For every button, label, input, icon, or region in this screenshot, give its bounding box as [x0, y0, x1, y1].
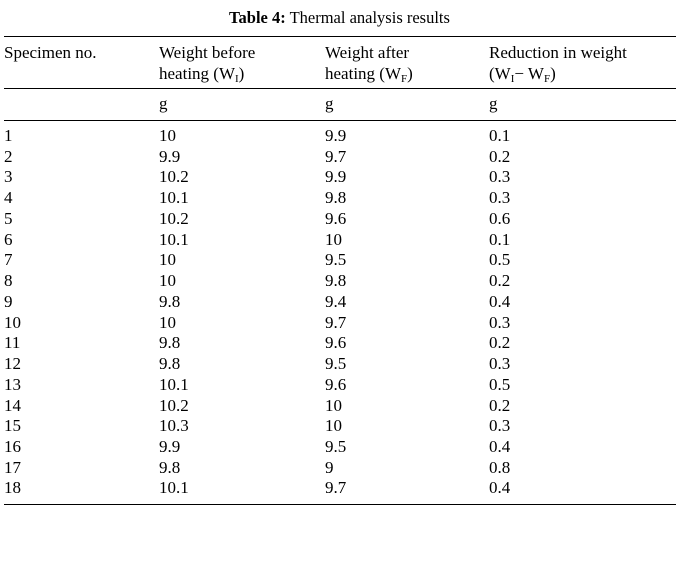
cell-weight-after: 9	[325, 457, 334, 477]
cell-weight-before: 9.8	[159, 457, 181, 477]
column-header-weight-after-line2: heating $(W_F)$	[325, 63, 413, 85]
cell-weight-after: 9.7	[325, 478, 489, 504]
column-header-weight-after: Weight after heating $(W_F)$	[325, 36, 489, 88]
cell-weight-after: 9.5	[325, 354, 347, 374]
cell-specimen-no: 2	[4, 146, 13, 166]
cell-reduction: 0.4	[489, 291, 511, 311]
cell-reduction: 0.3	[489, 312, 511, 332]
cell-weight-before: 10.2	[159, 208, 189, 228]
table-row	[4, 375, 676, 396]
cell-weight-before: 9.8	[159, 291, 181, 311]
cell-reduction: 0.6	[489, 208, 511, 228]
cell-reduction: 0.3	[489, 354, 511, 374]
cell-specimen-no: 8	[4, 271, 13, 291]
cell-weight-before: 9.8	[159, 354, 181, 374]
column-header-reduction: Reduction in weight $(W_I- W_F)$	[489, 36, 676, 88]
cell-reduction: 0.3	[489, 416, 511, 436]
column-header-reduction-line2: $(W_I- W_F)$	[489, 63, 556, 85]
table-row	[4, 354, 676, 375]
cell-weight-before: 10.2	[159, 167, 189, 187]
unit-cell-specimen	[4, 89, 159, 121]
cell-reduction: 0.3	[489, 188, 511, 208]
table-row	[4, 209, 676, 230]
table-header	[4, 36, 676, 120]
cell-reduction: 0.4	[489, 478, 676, 504]
cell-weight-before: 9.8	[159, 333, 181, 353]
cell-reduction: 0.4	[489, 437, 511, 457]
cell-weight-after: 10	[325, 229, 342, 249]
cell-specimen-no: 7	[4, 250, 13, 270]
units-row	[4, 89, 676, 121]
cell-specimen-no: 11	[4, 333, 21, 353]
cell-reduction: 0.2	[489, 271, 511, 291]
cell-specimen-no: 5	[4, 208, 13, 228]
cell-specimen-no: 15	[4, 416, 21, 436]
thermal-analysis-table	[4, 36, 676, 505]
cell-weight-before: 10	[159, 250, 176, 270]
cell-reduction: 0.1	[489, 126, 511, 145]
table-row	[4, 396, 676, 417]
cell-weight-after: 9.5	[325, 250, 347, 270]
cell-reduction: 0.2	[489, 333, 511, 353]
cell-weight-after: 9.8	[325, 271, 347, 291]
table-body	[4, 121, 676, 505]
header-row	[4, 36, 676, 88]
cell-weight-before: 9.9	[159, 437, 181, 457]
caption-text: Thermal analysis results	[289, 8, 450, 27]
table-row	[4, 230, 676, 251]
cell-reduction: 0.8	[489, 457, 511, 477]
unit-cell-weight-after: g	[325, 89, 489, 121]
unit-cell-reduction: g	[489, 89, 676, 121]
table-row	[4, 313, 676, 334]
cell-weight-after: 9.6	[325, 374, 347, 394]
cell-weight-before: 10.1	[159, 188, 189, 208]
cell-weight-before: 10.3	[159, 416, 189, 436]
cell-weight-after: 9.9	[325, 126, 347, 145]
cell-specimen-no: 13	[4, 374, 21, 394]
cell-weight-after: 9.5	[325, 437, 347, 457]
table-row	[4, 121, 676, 147]
cell-reduction: 0.2	[489, 146, 511, 166]
cell-reduction: 0.5	[489, 374, 511, 394]
cell-weight-after: 9.7	[325, 146, 347, 166]
cell-weight-before: 10.1	[159, 374, 189, 394]
cell-weight-before: 10.1	[159, 478, 325, 504]
cell-reduction: 0.2	[489, 395, 511, 415]
cell-weight-before: 9.9	[159, 146, 181, 166]
table-row	[4, 292, 676, 313]
cell-specimen-no: 16	[4, 437, 21, 457]
table-row	[4, 250, 676, 271]
table-row	[4, 458, 676, 479]
cell-reduction: 0.1	[489, 229, 511, 249]
cell-specimen-no: 3	[4, 167, 13, 187]
cell-weight-after: 9.4	[325, 291, 347, 311]
table-row	[4, 188, 676, 209]
cell-reduction: 0.3	[489, 167, 511, 187]
cell-specimen-no: 9	[4, 291, 13, 311]
cell-weight-before: 10.1	[159, 229, 189, 249]
cell-specimen-no: 6	[4, 229, 13, 249]
column-header-weight-before-line2: heating $(W_I)$	[159, 63, 245, 85]
unit-cell-weight-before: g	[159, 89, 325, 121]
cell-weight-after: 9.6	[325, 208, 347, 228]
table-row	[4, 416, 676, 437]
cell-weight-before: 10	[159, 312, 176, 332]
cell-weight-after: 9.8	[325, 188, 347, 208]
cell-weight-after: 10	[325, 416, 342, 436]
caption-label: Table 4:	[229, 8, 286, 27]
cell-specimen-no: 17	[4, 457, 21, 477]
table-caption	[4, 6, 675, 36]
cell-specimen-no: 10	[4, 312, 21, 332]
cell-weight-after: 9.6	[325, 333, 347, 353]
cell-weight-after: 9.7	[325, 312, 347, 332]
table-row	[4, 167, 676, 188]
cell-specimen-no: 1	[4, 126, 13, 145]
cell-specimen-no: 4	[4, 188, 13, 208]
cell-weight-before: 10.2	[159, 395, 189, 415]
cell-weight-before: 10	[159, 271, 176, 291]
table-row	[4, 478, 676, 504]
table-row	[4, 271, 676, 292]
column-header-specimen: Specimen no.	[4, 36, 159, 88]
table-row	[4, 147, 676, 168]
cell-specimen-no: 12	[4, 354, 21, 374]
cell-weight-after: 9.9	[325, 167, 347, 187]
table-row	[4, 437, 676, 458]
cell-weight-after: 10	[325, 395, 342, 415]
cell-specimen-no: 18	[4, 478, 159, 504]
cell-specimen-no: 14	[4, 395, 21, 415]
table-row	[4, 333, 676, 354]
cell-reduction: 0.5	[489, 250, 511, 270]
cell-weight-before: 10	[159, 126, 176, 145]
column-header-weight-before: Weight before heating $(W_I)$	[159, 36, 325, 88]
